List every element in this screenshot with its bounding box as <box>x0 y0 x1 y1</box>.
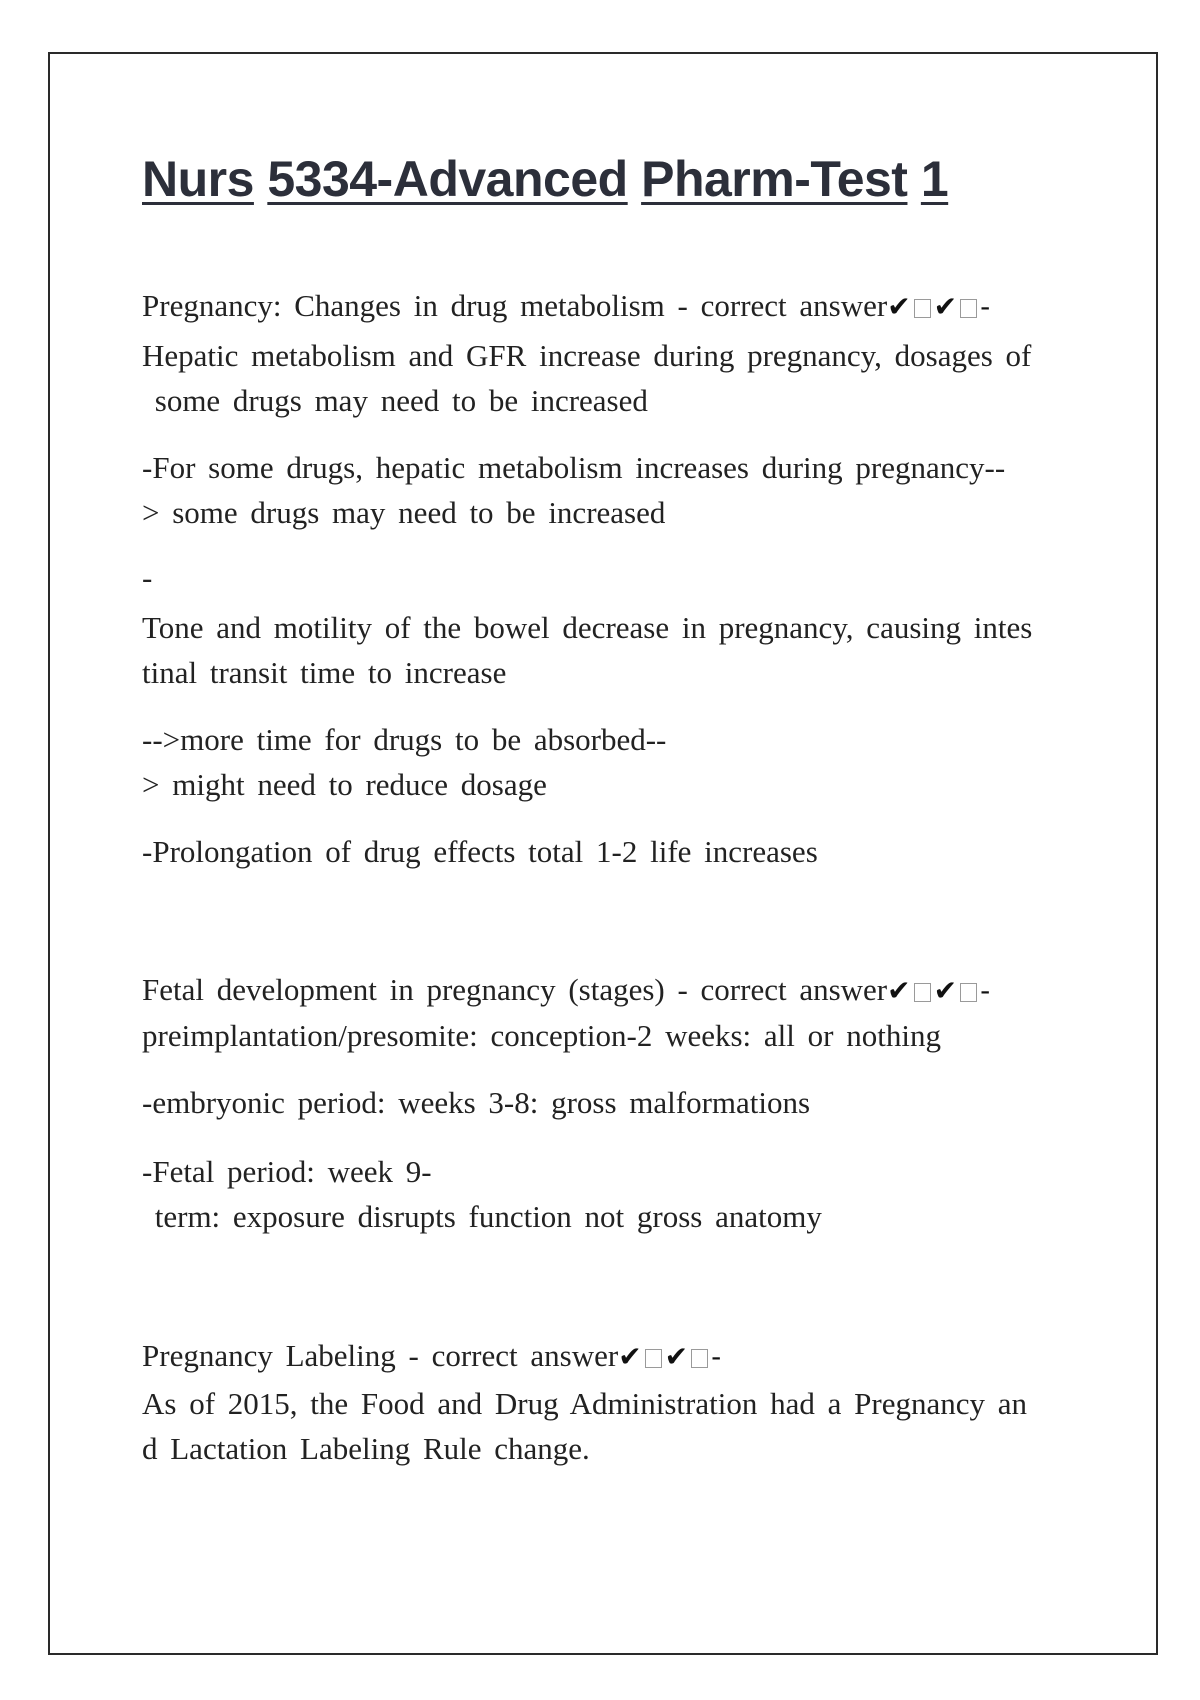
title-word: 5334-Advanced <box>267 151 628 207</box>
box-icon <box>914 983 931 1002</box>
answer-marker: ✔ ✔ - <box>887 974 991 1007</box>
answer-line: As of 2015, the Food and Drug Administration had a Pregnancy an <box>142 1386 1027 1421</box>
box-icon <box>914 299 931 318</box>
answer-line: -embryonic period: weeks 3-8: gross malformations <box>142 1085 811 1120</box>
answer-line: -Fetal period: week 9- <box>142 1154 432 1189</box>
answer-line: tinal transit time to increase <box>142 655 507 690</box>
answer-line: -Prolongation of drug effects total 1-2 life increases <box>142 834 818 869</box>
question-line <box>142 974 990 1005</box>
answer-line: - <box>142 560 153 595</box>
answer-line: Tone and motility of the bowel decrease in pregnancy, causing intes <box>142 610 1033 645</box>
check-icon: ✔ <box>887 290 911 323</box>
question-line <box>142 290 990 321</box>
answer-line: -->more time for drugs to be absorbed-- <box>142 722 667 757</box>
check-icon: ✔ <box>933 974 958 1007</box>
question-text: Pregnancy: Changes in drug metabolism - correct answer <box>142 288 888 323</box>
answer-line: > some drugs may need to be increased <box>142 495 666 530</box>
question-text: Pregnancy Labeling - correct answer <box>142 1338 619 1373</box>
check-icon: ✔ <box>887 974 911 1007</box>
question-text: Fetal development in pregnancy (stages) - correct answer <box>142 972 888 1007</box>
check-icon: ✔ <box>618 1340 642 1373</box>
title-word: 1 <box>920 151 949 207</box>
question-line <box>142 1340 721 1371</box>
title-word: Nurs <box>142 151 254 207</box>
answer-line: > might need to reduce dosage <box>142 767 547 802</box>
answer-line: preimplantation/presomite: conception-2 weeks: all or nothing <box>142 1018 941 1053</box>
answer-line: d Lactation Labeling Rule change. <box>142 1431 590 1466</box>
box-icon <box>960 299 977 318</box>
answer-line: some drugs may need to be increased <box>142 383 648 418</box>
answer-marker: ✔ ✔ - <box>618 1340 722 1373</box>
document-title <box>142 150 948 208</box>
title-word: Pharm-Test <box>641 151 908 207</box>
box-icon <box>960 983 977 1002</box>
answer-line: term: exposure disrupts function not gross anatomy <box>142 1199 822 1234</box>
box-icon <box>645 1349 662 1368</box>
answer-line: -For some drugs, hepatic metabolism increases during pregnancy-- <box>142 450 1006 485</box>
check-icon: ✔ <box>933 290 958 323</box>
box-icon <box>691 1349 708 1368</box>
answer-line: Hepatic metabolism and GFR increase during pregnancy, dosages of <box>142 338 1032 373</box>
answer-marker: ✔ ✔ - <box>887 290 991 323</box>
check-icon: ✔ <box>664 1340 689 1373</box>
